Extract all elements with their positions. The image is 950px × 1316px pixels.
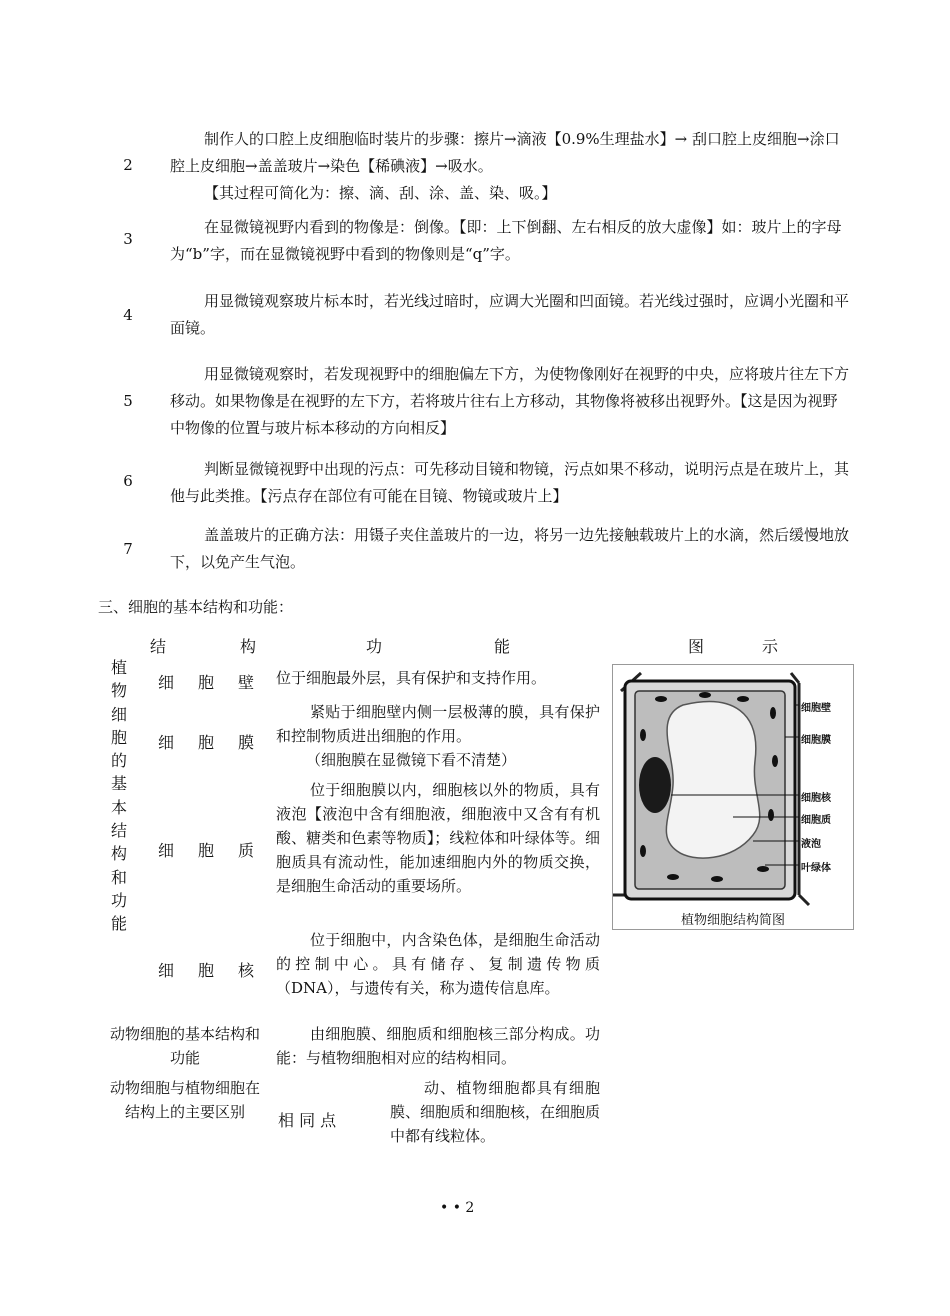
name-char: 细 xyxy=(158,961,175,980)
item-text xyxy=(170,522,850,576)
name-char: 胞 xyxy=(197,733,214,752)
name-char: 膜 xyxy=(237,733,254,752)
item-text xyxy=(170,361,850,442)
header-char: 功 xyxy=(366,637,383,656)
item-text xyxy=(170,126,850,207)
name-char: 细 xyxy=(158,733,175,752)
name-char: 胞 xyxy=(197,673,214,692)
item-number: 6 xyxy=(123,472,133,490)
header-structure xyxy=(150,634,256,657)
row-nucleus-name xyxy=(158,958,254,981)
difference-label: 动物细胞与植物细胞在结构上的主要区别 xyxy=(109,1079,260,1121)
label-nucleus: 细胞核 xyxy=(801,793,831,804)
page-number: • • 2 xyxy=(440,1200,475,1216)
header-char: 图 xyxy=(688,637,705,656)
animal-cell-function xyxy=(276,1022,600,1070)
row-cell-wall-name xyxy=(158,670,254,693)
row-cell-membrane-function xyxy=(276,700,600,772)
animal-cell-label: 动物细胞的基本结构和功能 xyxy=(109,1025,260,1067)
name-char: 细 xyxy=(158,841,175,860)
item-body: 用显微镜观察时，若发现视野中的细胞偏左下方，为使物像刚好在视野的中央，应将玻片往左下方移动。如果物像是在视野的左下方，若将玻片往右上方移动，其物像将被移出视野外。【这是因为视野中物像的位置与玻片标本移动的方向相反】 xyxy=(170,365,850,437)
item-note: 【其过程可简化为：擦、滴、刮、涂、盖、染、吸。】 xyxy=(204,184,557,202)
figure-caption: 植物细胞结构简图 xyxy=(680,913,785,928)
row-nucleus-function xyxy=(276,928,600,1000)
name-char: 胞 xyxy=(197,961,214,980)
header-function xyxy=(366,634,510,657)
row-cytoplasm-function xyxy=(276,778,600,898)
plant-cell-figure xyxy=(612,664,854,930)
item-body: 制作人的口腔上皮细胞临时装片的步骤：擦片→滴液【0.9%生理盐水】→ 刮口腔上皮细胞→涂口腔上皮细胞→盖盖玻片→染色【稀碘液】→吸水。 xyxy=(170,130,840,175)
nucleus-shape xyxy=(639,757,671,813)
label-cytoplasm: 细胞质 xyxy=(801,815,831,826)
row-cell-membrane-name xyxy=(158,730,254,753)
vacuole-shape xyxy=(666,702,759,858)
item-body: 判断显微镜视野中出现的污点：可先移动目镜和物镜，污点如果不移动，说明污点是在玻片上，其他与此类推。【污点存在部位有可能在目镜、物镜或玻片上】 xyxy=(170,460,850,505)
item-number: 2 xyxy=(123,156,133,174)
header-char: 能 xyxy=(493,637,510,656)
label-cell-wall: 细胞壁 xyxy=(801,703,831,714)
same-point-label: 相 同 点 xyxy=(278,1111,337,1130)
section-title: 三、细胞的基本结构和功能： xyxy=(98,598,294,616)
name-char: 细 xyxy=(158,673,175,692)
same-point-text xyxy=(390,1076,600,1148)
item-body: 盖盖玻片的正确方法：用镊子夹住盖玻片的一边，将另一边先接触载玻片上的水滴，然后缓慢地放下，以免产生气泡。 xyxy=(170,526,850,571)
plant-cell-label: 植物细胞的基本结构和功能 xyxy=(110,658,127,934)
label-cell-membrane: 细胞膜 xyxy=(801,735,831,746)
header-char: 构 xyxy=(239,637,256,656)
item-number: 4 xyxy=(123,306,133,324)
header-char: 示 xyxy=(761,637,778,656)
function-text: 位于细胞膜以内，细胞核以外的物质，具有液泡【液泡中含有细胞液，细胞液中又含有有机酸、糖类和色素等物质】；线粒体和叶绿体等。细胞质具有流动性，能加速细胞内外的物质交换，是细胞生命活动的重要场所。 xyxy=(276,781,600,895)
item-number: 3 xyxy=(123,230,133,248)
name-char: 核 xyxy=(237,961,254,980)
item-body: 用显微镜观察玻片标本时，若光线过暗时，应调大光圈和凹面镜。若光线过强时，应调小光圈和平面镜。 xyxy=(170,292,850,337)
item-text xyxy=(170,214,850,268)
label-chloroplast: 叶绿体 xyxy=(801,863,831,874)
item-body: 在显微镜视野内看到的物像是：倒像。【即：上下倒翻、左右相反的放大虚像】如：玻片上的字母为“b”字，而在显微镜视野中看到的物像则是“q”字。 xyxy=(170,218,842,263)
function-note: （细胞膜在显微镜下看不清楚） xyxy=(306,751,517,769)
item-number: 5 xyxy=(123,392,133,410)
label-vacuole: 液泡 xyxy=(801,839,821,850)
item-number: 7 xyxy=(123,540,133,558)
name-char: 质 xyxy=(237,841,254,860)
function-text: 位于细胞最外层，具有保护和支持作用。 xyxy=(276,669,547,687)
row-cell-wall-function xyxy=(276,666,600,690)
function-text: 由细胞膜、细胞质和细胞核三部分构成。功能：与植物细胞相对应的结构相同。 xyxy=(276,1025,600,1067)
header-char: 结 xyxy=(150,637,167,656)
function-text: 紧贴于细胞壁内侧一层极薄的膜，具有保护和控制物质进出细胞的作用。 xyxy=(276,703,600,745)
item-text xyxy=(170,456,850,510)
function-text: 位于细胞中，内含染色体，是细胞生命活动的控制中心。具有储存、复制遗传物质（DNA），与遗传有关，称为遗传信息库。 xyxy=(276,931,600,997)
name-char: 壁 xyxy=(237,673,254,692)
item-text xyxy=(170,288,850,342)
row-cytoplasm-name xyxy=(158,838,254,861)
header-figure xyxy=(688,634,778,657)
name-char: 胞 xyxy=(197,841,214,860)
function-text: 动、植物细胞都具有细胞膜、细胞质和细胞核，在细胞质中都有线粒体。 xyxy=(390,1079,601,1145)
